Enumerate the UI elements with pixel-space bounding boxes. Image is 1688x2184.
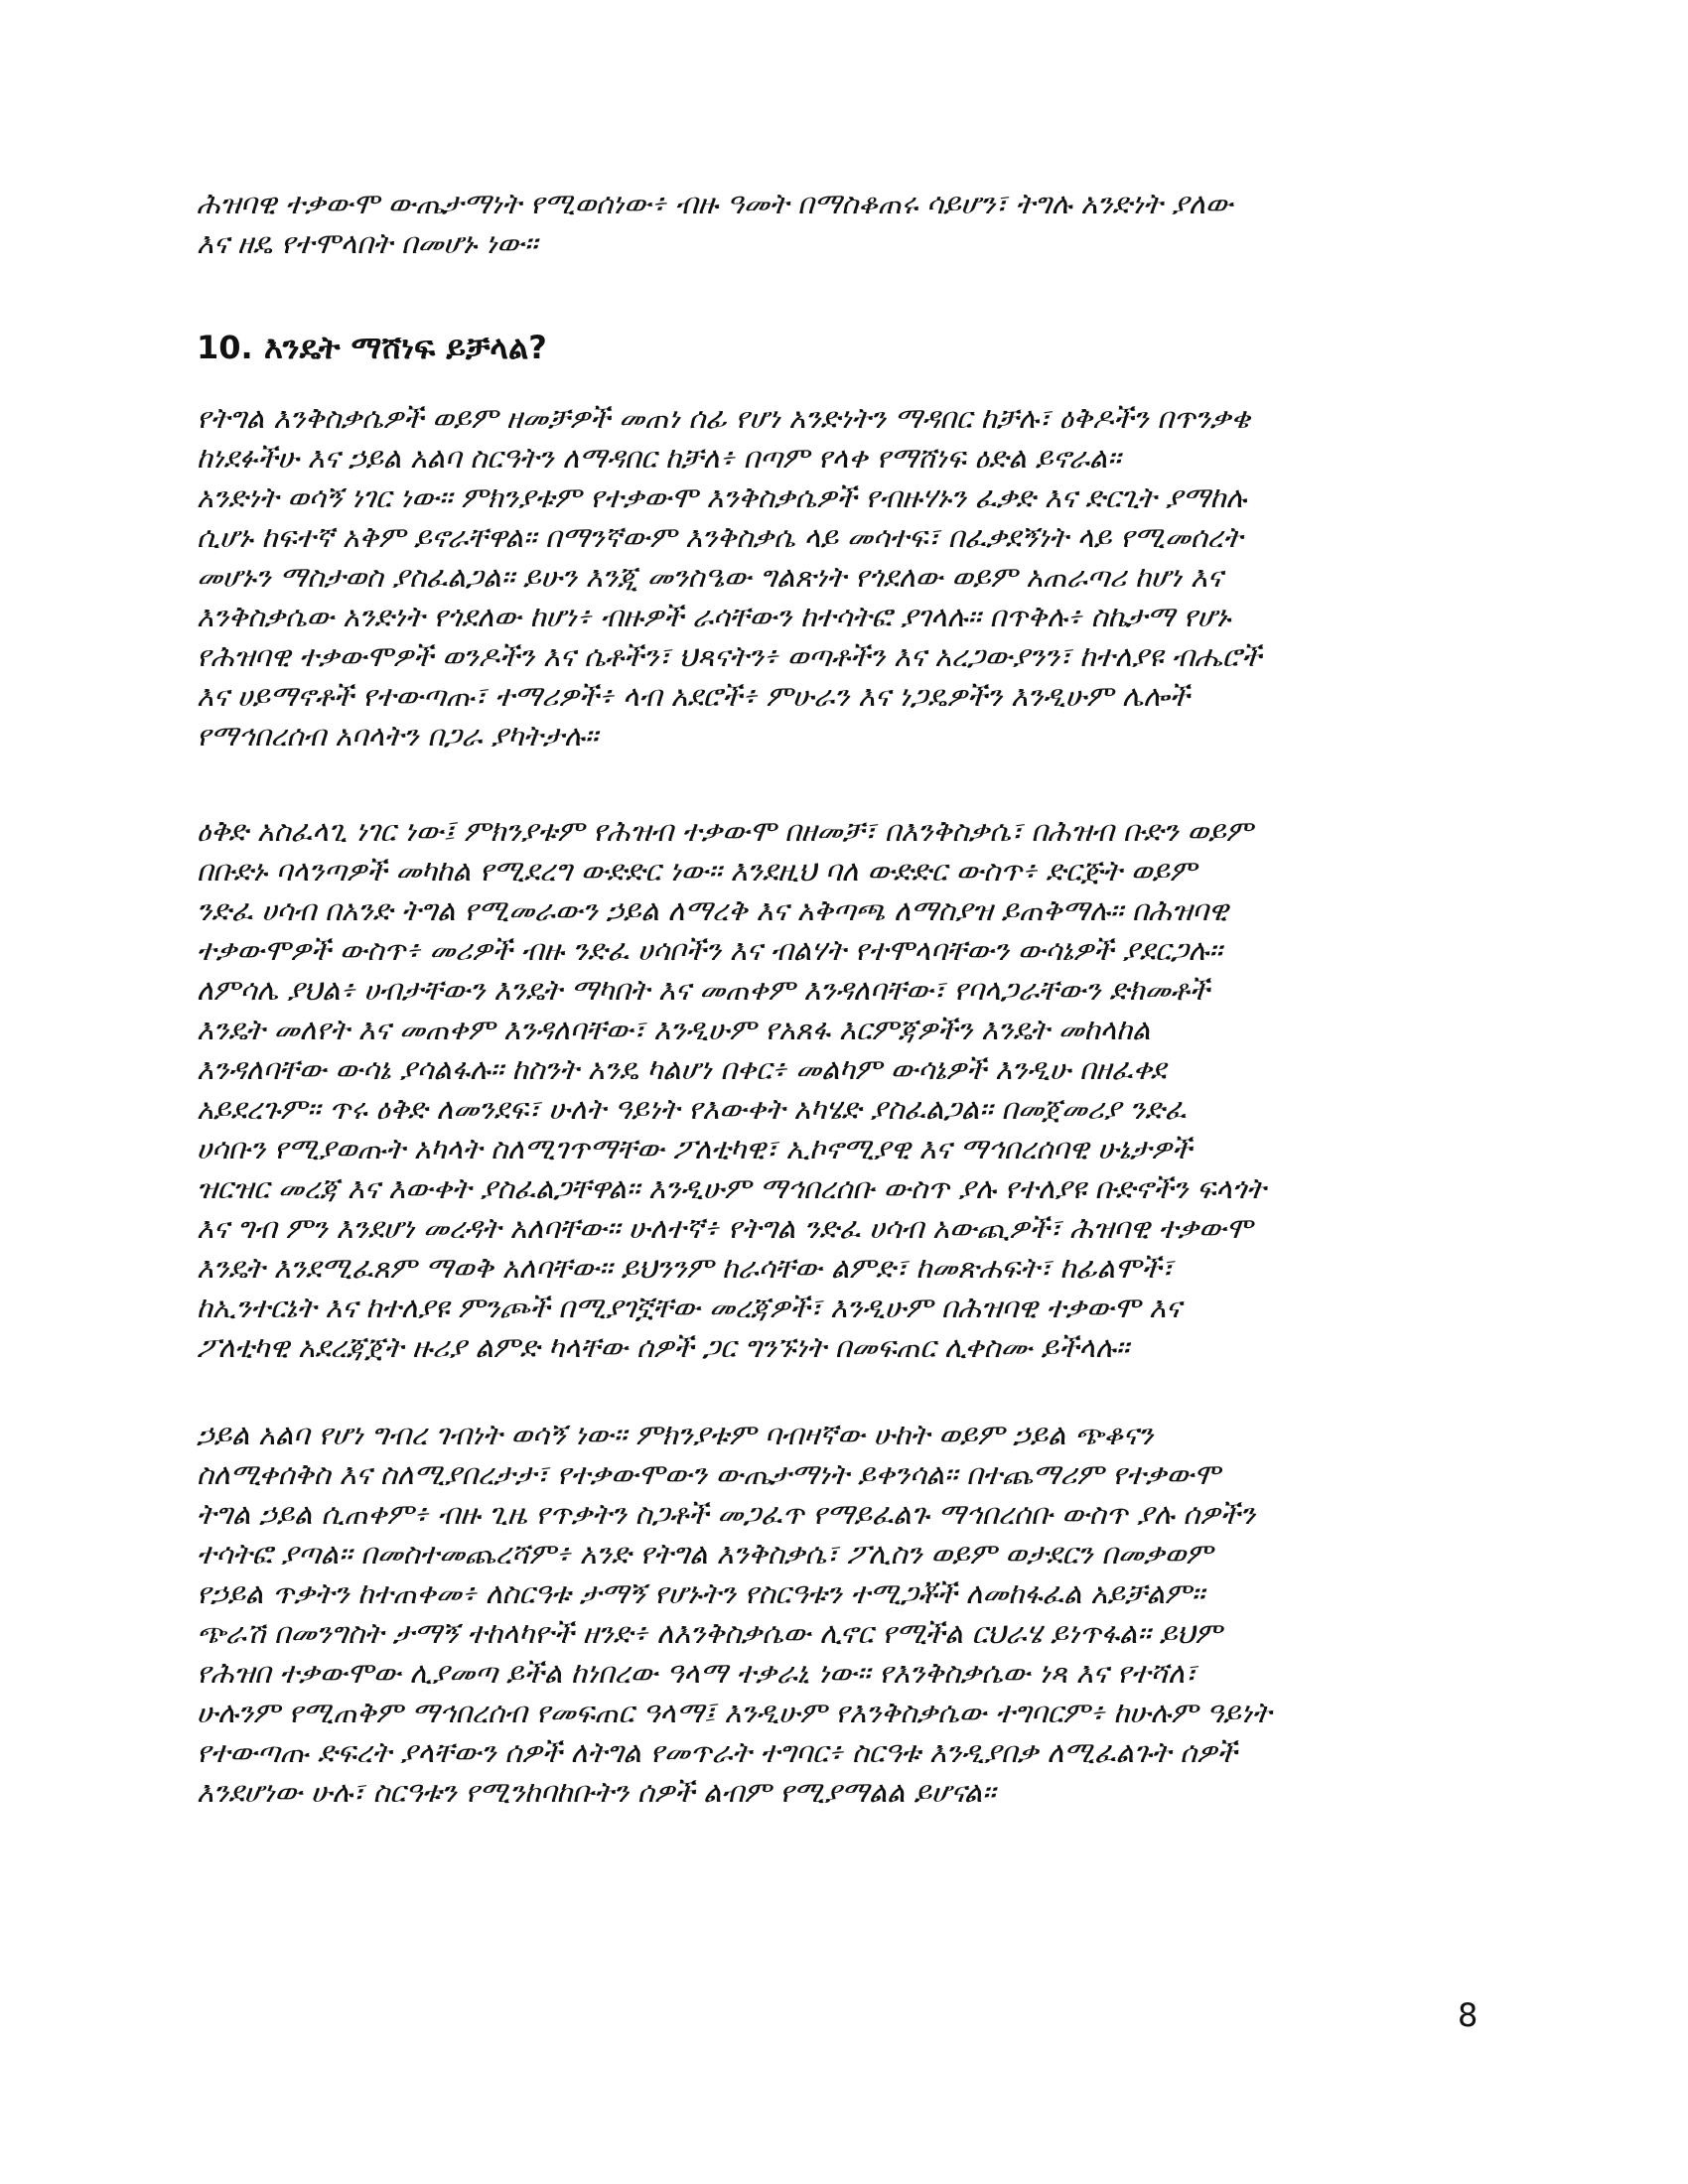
text-line: የተውጣጡ ድፍረት ያላቸውን ሰዎች ለትግል የመጥራት ተግባር፥ ስርዓቱ እንዲያበቃ ለሚፈልጉት ሰዎች bbox=[197, 1735, 1237, 1769]
text-line: የትግል እንቅስቃሴዎች ወይም ዘመቻዎች መጠነ ሰፊ የሆነ አንድነትን ማዳበር ከቻሉ፣ ዕቅዶችን በጥንቃቄ bbox=[197, 401, 1250, 435]
text-line: ዕቅድ አስፈላጊ ነገር ነው፤ ምክንያቱም የሕዝብ ተቃውሞ በዘመቻ፣ በእንቅስቃሴ፣ በሕዝብ ቡድን ወይም bbox=[197, 814, 1253, 848]
text-line: ፖለቲካዊ አደረጃጀት ዙሪያ ልምድ ካላቸው ሰዎች ጋር ግንኙነት በመፍጠር ሊቀስሙ ይችላሉ። bbox=[197, 1330, 1129, 1364]
section-heading: 10. እንዴት ማሸነፍ ይቻላል? bbox=[197, 329, 547, 366]
text-line: እንደሆነው ሁሉ፣ ስርዓቱን የሚንከባከቡትን ሰዎች ልብም የሚያማልል ይሆናል። bbox=[197, 1775, 996, 1809]
text-line: ሁሉንም የሚጠቅም ማኅበረሰብ የመፍጠር ዓላማ፤ እንዲሁም የእንቅስቃሴው ተግባርም፥ ከሁሉም ዓይነት bbox=[197, 1696, 1272, 1729]
text-line: ተቃውሞዎች ውስጥ፥ መሪዎች ብዙ ንድፈ ሀሳቦችን እና ብልሃት የተሞላባቸውን ውሳኔዎች ያደርጋሉ። bbox=[197, 933, 1222, 967]
text-line: እንዴት መለየት እና መጠቀም እንዳለባቸው፣ እንዲሁም የአጸፋ እርምጃዎችን እንዴት መከላከል bbox=[197, 1013, 1151, 1046]
text-line: ሀሳቡን የሚያወጡት አካላት ስለሚገጥማቸው ፖለቲካዊ፣ ኢኮኖሚያዊ እና ማኅበረሰባዊ ሁኔታዎች bbox=[197, 1132, 1193, 1165]
paragraph bbox=[197, 398, 1487, 755]
text-line: እና ግብ ምን እንደሆነ መረዳት አለባቸው። ሁለተኛ፥ የትግል ንድፈ ሀሳብ አውጪዎች፣ ሕዝባዊ ተቃውሞ bbox=[197, 1211, 1253, 1245]
text-line: እና ዘዴ የተሞላበት በመሆኑ ነው። bbox=[197, 226, 538, 260]
text-line: ከኢንተርኔት እና ከተለያዩ ምንጮች በሚያገኟቸው መረጃዎች፣ እንዲሁም በሕዝባዊ ተቃውሞ እና bbox=[197, 1291, 1182, 1324]
text-line: ንድፈ ሀሳብ በአንድ ትግል የሚመራውን ኃይል ለማረቅ እና አቅጣጫ ለማስያዝ ይጠቅማሉ። በሕዝባዊ bbox=[197, 893, 1228, 927]
text-line: በቡድኑ ባላንጣዎች መካከል የሚደረግ ውድድር ነው። እንደዚህ ባለ ውድድር ውስጥ፥ ድርጅት ወይም bbox=[197, 854, 1196, 887]
page-number: 8 bbox=[1458, 1996, 1478, 2034]
text-line: የሕዝበ ተቃውሞው ሊያመጣ ይችል ከነበረው ዓላማ ተቃራኒ ነው። የእንቅስቃሴው ነጻ እና የተሻለ፣ bbox=[197, 1656, 1196, 1690]
paragraph bbox=[197, 184, 1487, 263]
text-line: እንዴት እንደሚፈጸም ማወቅ አለባቸው። ይህንንም ከራሳቸው ልምድ፣ ከመጽሐፍት፣ ከፊልሞች፣ bbox=[197, 1251, 1174, 1285]
text-line: ለምሳሌ ያህል፥ ሀብታቸውን እንዴት ማካበት እና መጠቀም እንዳለባቸው፣ የባላጋራቸውን ድክመቶች bbox=[197, 973, 1209, 1007]
text-line: እንቅስቃሴው አንድነት የጎደለው ከሆነ፥ ብዙዎች ራሳቸውን ከተሳትፎ ያገላሉ። በጥቅሉ፥ ስኬታማ የሆኑ bbox=[197, 600, 1231, 633]
text-line: ተሳትፎ ያጣል። በመስተመጨረሻም፥ አንድ የትግል እንቅስቃሴ፣ ፖሊስን ወይም ወታደርን በመቃወም bbox=[197, 1537, 1213, 1570]
text-line: ሕዝባዊ ተቃውሞ ውጤታማነት የሚወሰነው፥ ብዙ ዓመት በማስቆጠሩ ሳይሆን፣ ትግሉ አንድነት ያለው bbox=[197, 187, 1233, 220]
text-line: ትግል ኃይል ሲጠቀም፥ ብዙ ጊዜ የጥቃትን ስጋቶች መጋፈጥ የማይፈልጉ ማኅበረሰቡ ውስጥ ያሉ ሰዎችን bbox=[197, 1497, 1255, 1531]
text-line: የሕዝባዊ ተቃውሞዎች ወንዶችን እና ሴቶችን፣ ህጻናትን፥ ወጣቶችን እና አረጋውያንን፣ ከተለያዩ ብሔሮች bbox=[197, 639, 1262, 673]
text-line: እና ሀይማኖቶች የተውጣጡ፣ ተማሪዎች፥ ላብ አደሮች፥ ምሁራን እና ነጋዴዎችን እንዲሁም ሌሎች bbox=[197, 679, 1190, 713]
paragraph bbox=[197, 1415, 1487, 1812]
text-line: ሲሆኑ ከፍተኛ አቅም ይኖራቸዋል፡፡ በማንኛውም እንቅስቃሴ ላይ መሳተፍ፣ በፈቃደኝነት ላይ የሚመሰረት bbox=[197, 520, 1243, 554]
text-line: ዝርዝር መረጃ እና እውቀት ያስፈልጋቸዋል። እንዲሁም ማኅበረሰቡ ውስጥ ያሉ የተለያዩ ቡድኖችን ፍላጎት bbox=[197, 1171, 1266, 1205]
text-line: ኃይል አልባ የሆነ ግብረ ገብነት ወሳኝ ነው። ምክንያቱም ባብዛኛው ሁከት ወይም ኃይል ጭቆናን bbox=[197, 1418, 1154, 1451]
text-line: የኃይል ጥቃትን ከተጠቀመ፥ ለስርዓቱ ታማኝ የሆኑትን የስርዓቱን ተሚጋቾች ለመከፋፈል አይቻልም። bbox=[197, 1576, 1204, 1610]
text-line: እንዳለባቸው ውሳኔ ያሳልፋሉ። ከስንት አንዴ ካልሆነ በቀር፥ መልካም ውሳኔዎች እንዲሁ በዘፈቀደ bbox=[197, 1052, 1167, 1086]
text-line: ጭራሽ በመንግስት ታማኝ ተከላካዮች ዘንድ፥ ለእንቅስቃሴው ሊኖር የሚችል ርህራሄ ይነጥፋል። ይህም bbox=[197, 1616, 1222, 1650]
text-line: ከነደፉችሁ እና ኃይል አልባ ስርዓትን ለማዳበር ከቻለ፥ በጣም የላቀ የማሸነፍ ዕድል ይኖራል። bbox=[197, 441, 1121, 475]
paragraph bbox=[197, 811, 1487, 1367]
text-line: የማኅበረሰብ አባላትን በጋራ ያካትታሉ። bbox=[197, 719, 598, 752]
text-line: አይደረጉም። ጥሩ ዕቅድ ለመንደፍ፣ ሁለት ዓይነት የእውቀት አካሄድ ያስፈልጋል። በመጀመሪያ ንድፈ bbox=[197, 1092, 1187, 1126]
text-line: አንድነት ወሳኝ ነገር ነው። ምክንያቱም የተቃውሞ እንቅስቃሴዎች የብዙሃኑን ፈቃድ እና ድርጊት ያማከሉ bbox=[197, 480, 1246, 514]
text-line: መሆኑን ማስታወስ ያስፈልጋል። ይሁን እንጂ መንስዔው ግልጽነት የጎደለው ወይም አጠራጣሪ ከሆነ እና bbox=[197, 560, 1223, 594]
text-line: ስለሚቀሰቅስ እና ስለሚያበረታታ፣ የተቃውሞውን ውጤታማነት ይቀንሳል። በተጨማሪም የተቃውሞ bbox=[197, 1457, 1220, 1491]
